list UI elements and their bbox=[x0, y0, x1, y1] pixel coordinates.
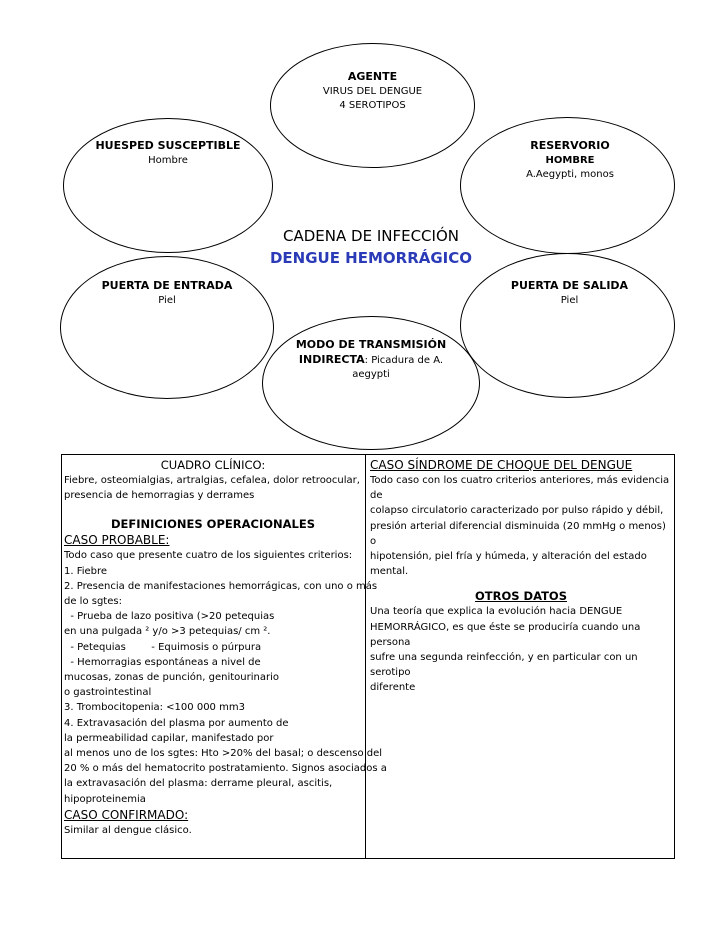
choque-line-1: Todo caso con los cuatro criterios anteriores, más evidencia de bbox=[370, 475, 670, 502]
choque-line-2: colapso circulatorio caracterizado por pulso rápido y débil, bbox=[370, 505, 664, 517]
cuadro-clinico-line-1: Fiebre, osteomialgias, artralgias, cefalea, dolor retroocular, bbox=[64, 475, 360, 486]
transmision-line-2: aegypti bbox=[352, 369, 390, 380]
transmision-bold: INDIRECTA bbox=[298, 353, 365, 366]
otros-line-4: diferente bbox=[370, 682, 416, 694]
otros-datos-title: OTROS DATOS bbox=[475, 589, 567, 604]
left-column bbox=[64, 457, 387, 838]
caso-probable-line: hipoproteinemia bbox=[64, 793, 146, 805]
caso-probable-line: mucosas, zonas de punción, genitourinario bbox=[64, 672, 279, 684]
salida-ellipse bbox=[460, 253, 675, 398]
column-divider bbox=[365, 454, 366, 859]
transmision-line-1 bbox=[262, 352, 480, 368]
caso-probable-title: CASO PROBABLE: bbox=[64, 533, 170, 548]
caso-probable-line: 4. Extravasación del plasma por aumento de bbox=[64, 717, 289, 729]
right-column bbox=[370, 457, 672, 696]
entrada-title: PUERTA DE ENTRADA bbox=[101, 279, 233, 292]
caso-probable-line: 1. Fiebre bbox=[64, 565, 108, 577]
cuadro-clinico-title: CUADRO CLÍNICO: bbox=[160, 458, 266, 472]
caso-probable-line: - Prueba de lazo positiva (>20 petequias bbox=[64, 611, 275, 623]
caso-probable-line: la permeabilidad capilar, manifestado por bbox=[64, 732, 274, 744]
reservorio-line-1: HOMBRE bbox=[545, 155, 595, 166]
caso-probable-line: Todo caso que presente cuatro de los siguientes criterios: bbox=[64, 550, 353, 562]
agente-line-2: 4 SEROTIPOS bbox=[339, 100, 406, 111]
choque-title: CASO SÍNDROME DE CHOQUE DEL DENGUE bbox=[370, 458, 633, 472]
caso-probable-line: 2. Presencia de manifestaciones hemorrágicas, con uno o más bbox=[64, 580, 378, 592]
definiciones-title: DEFINICIONES OPERACIONALES bbox=[110, 517, 315, 532]
caso-probable-line: 3. Trombocitopenia: <100 000 mm3 bbox=[64, 702, 245, 714]
caso-probable-line: al menos uno de los sgtes: Hto >20% del basal; o descenso del bbox=[64, 748, 383, 760]
cuadro-clinico-line-2: presencia de hemorragias y derrames bbox=[64, 490, 255, 502]
otros-line-1: Una teoría que explica la evolución hacia DENGUE bbox=[370, 606, 623, 618]
reservorio-line-2: A.Aegypti, monos bbox=[526, 169, 614, 180]
choque-line-3: presión arterial diferencial disminuida (20 mmHg o menos) o bbox=[370, 520, 666, 547]
salida-line-1: Piel bbox=[560, 295, 579, 306]
diagram-subtitle: DENGUE HEMORRÁGICO bbox=[269, 249, 473, 267]
caso-probable-line: la extravasación del plasma: derrame pleural, ascitis, bbox=[64, 778, 333, 790]
diagram-title: CADENA DE INFECCIÓN bbox=[283, 227, 459, 245]
caso-probable-line: - Hemorragias espontáneas a nivel de bbox=[64, 656, 261, 668]
otros-line-2: HEMORRÁGICO, es que éste se produciría cuando una persona bbox=[370, 621, 641, 648]
caso-confirmado-text: Similar al dengue clásico. bbox=[64, 824, 192, 836]
choque-line-4: hipotensión, piel fría y húmeda, y alteración del estado mental. bbox=[370, 551, 647, 578]
transmision-title: MODO DE TRANSMISIÓN bbox=[295, 338, 447, 351]
caso-confirmado-title: CASO CONFIRMADO: bbox=[64, 807, 189, 822]
caso-probable-line: de lo sgtes: bbox=[64, 596, 122, 608]
caso-probable-list bbox=[64, 548, 387, 806]
agente-line-1: VIRUS DEL DENGUE bbox=[322, 86, 423, 97]
huesped-title: HUESPED SUSCEPTIBLE bbox=[95, 139, 241, 152]
entrada-line-1: Piel bbox=[158, 295, 176, 306]
reservorio-title: RESERVORIO bbox=[530, 139, 610, 152]
caso-probable-line: en una pulgada ² y/o >3 petequias/ cm ². bbox=[64, 626, 271, 638]
caso-probable-line: 20 % o más del hematocrito postratamiento. Signos asociados a bbox=[64, 763, 387, 775]
caso-probable-line: o gastrointestinal bbox=[64, 687, 152, 699]
agente-title: AGENTE bbox=[347, 70, 398, 83]
huesped-line-1: Hombre bbox=[148, 155, 188, 166]
otros-line-3: sufre una segunda reinfección, y en particular con un serotipo bbox=[370, 652, 638, 679]
salida-title: PUERTA DE SALIDA bbox=[510, 279, 629, 292]
transmision-rest: : Picadura de A. bbox=[364, 355, 444, 366]
caso-probable-line: - Petequias - Equimosis o púrpura bbox=[64, 641, 262, 653]
